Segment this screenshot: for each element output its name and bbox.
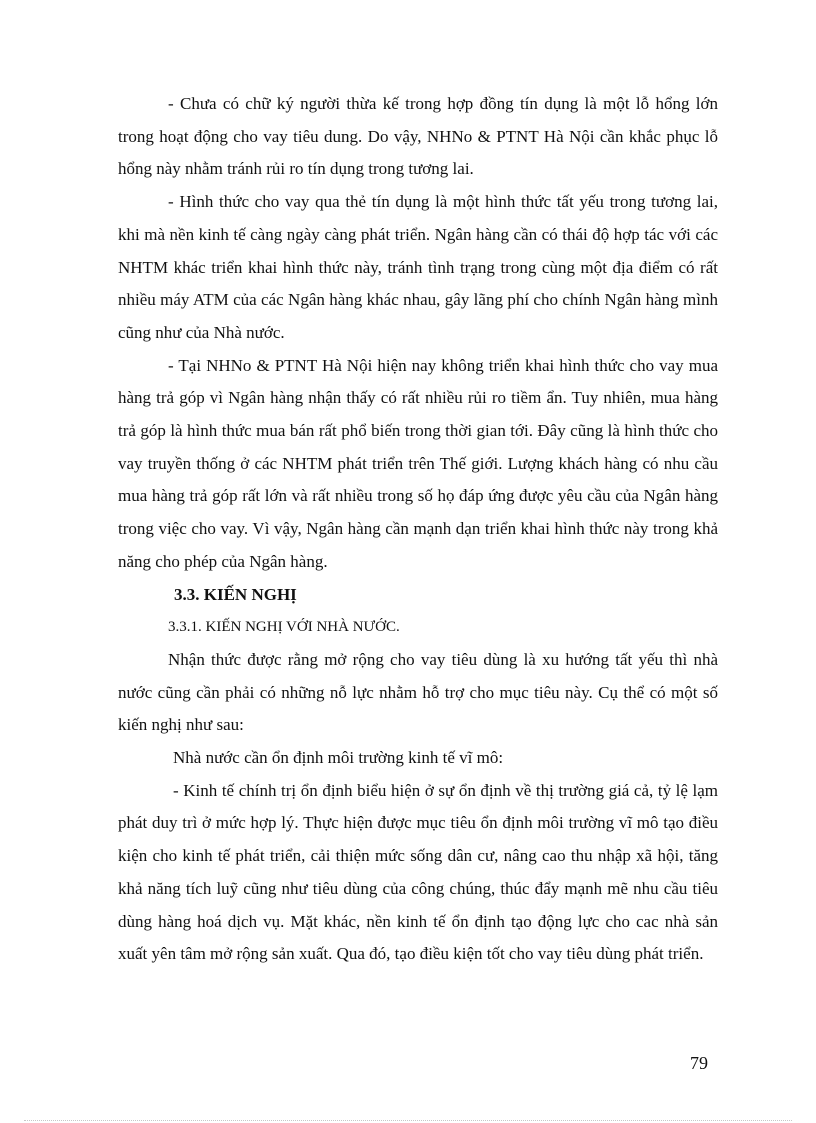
bottom-divider bbox=[24, 1120, 792, 1121]
paragraph-intro: Nhận thức được rằng mở rộng cho vay tiêu dùng là xu hướng tất yếu thì nhà nước cũng cần phải có những nỗ lực nhằm hỗ trợ cho mục tiêu này. Cụ thể có một số kiến nghị như sau: bbox=[118, 649, 718, 735]
paragraph-guarantor-signature: - Chưa có chữ ký người thừa kế trong hợp đồng tín dụng là một lỗ hổng lớn trong hoạt động cho vay tiêu dung. Do vậy, NHNo & PTNT Hà Nội cần khắc phục lỗ hổng này nhằm tránh rủi ro tín dụng trong tương lai. bbox=[118, 94, 718, 179]
paragraph-macro-stability: - Kinh tế chính trị ổn định biểu hiện ở sự ổn định về thị trường giá cả, tỷ lệ lạm phát duy trì ở mức hợp lý. Thực hiện được mục tiêu ổn định môi trường vĩ mô tạo điều kiện cho kinh tế phát triển, cải thiện mức sống dân cư, nâng cao thu nhập xã hội, tăng khả năng tích luỹ cũng như tiêu dùng của công chúng, thúc đẩy mạnh mẽ nhu cầu tiêu dùng hàng hoá dịch vụ. Mặt khác, nền kinh tế ổn định tạo động lực cho cac nhà sản xuất yên tâm mở rộng sản xuất. Qua đó, tạo điều kiện tốt cho vay tiêu dùng phát triển. bbox=[118, 780, 718, 964]
subsection-heading: 3.3.1. KIẾN NGHỊ VỚI NHÀ NƯỚC. bbox=[168, 619, 400, 636]
paragraph-installment-lending: - Tại NHNo & PTNT Hà Nội hiện nay không triển khai hình thức cho vay mua hàng trả góp vì Ngân hàng nhận thấy có rất nhiều rủi ro tiềm ẩn. Tuy nhiên, mua hàng trả góp là hình thức mua bán rất phổ biến trong thời gian tới. Đây cũng là hình thức cho vay truyền thống ở các NHTM phát triển trên Thế giới. Lượng khách hàng có nhu cầu mua hàng trả góp rất lớn và rất nhiều trong số họ đáp ứng được yêu cầu của Ngân hàng trong việc cho vay. Vì vậy, Ngân hàng cần mạnh dạn triển khai hình thức này trong khả năng cho phép của Ngân hàng. bbox=[118, 355, 718, 571]
page-number: 79 bbox=[690, 1053, 708, 1073]
body-text bbox=[118, 88, 718, 971]
paragraph-credit-card-lending: - Hình thức cho vay qua thẻ tín dụng là một hình thức tất yếu trong tương lai, khi mà nền kinh tế càng ngày càng phát triển. Ngân hàng cần có thái độ hợp tác với các NHTM khác triển khai hình thức này, tránh tình trạng trong cùng một địa điểm có rất nhiều máy ATM của các Ngân hàng khác nhau, gây lãng phí cho chính Ngân hàng mình cũng như của Nhà nước. bbox=[118, 192, 718, 342]
section-heading: 3.3. KIẾN NGHỊ bbox=[174, 584, 297, 604]
paragraph-lead-line: Nhà nước cần ổn định môi trường kinh tế vĩ mô: bbox=[173, 748, 504, 768]
